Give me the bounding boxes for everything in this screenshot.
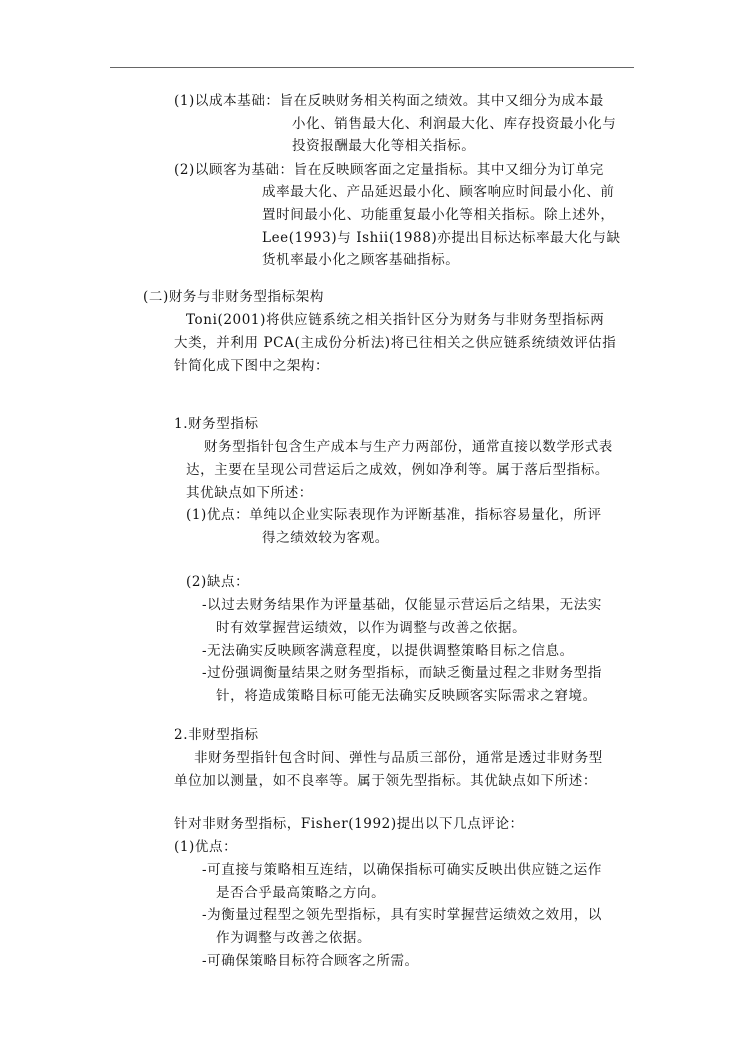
financial-cons-label: (2)缺点： bbox=[186, 574, 250, 590]
intro-line-1: Toni(2001)将供应链系统之相关指针区分为财务与非财务型指标两 bbox=[186, 312, 605, 328]
nonfinancial-pros-line-1: -可直接与策略相互连结，以确保指标可确实反映出供应链之运作 bbox=[202, 862, 602, 878]
financial-cons-line-3: -无法确实反映顾客满意程度，以提供调整策略目标之信息。 bbox=[202, 643, 574, 659]
cost-basis-line-3: 投资报酬最大化等相关指标。 bbox=[292, 138, 476, 154]
financial-cons-line-5: 针，将造成策略目标可能无法确实反映顾客实际需求之窘境。 bbox=[216, 688, 597, 704]
nonfinancial-body-line-2: 单位加以测量，如不良率等。属于领先型指标。其优缺点如下所述： bbox=[174, 773, 597, 789]
customer-basis-line-2: 成率最大化、产品延迟最小化、顾客响应时间最小化、前 bbox=[262, 184, 615, 200]
financial-cons-line-1: -以过去财务结果作为评量基础，仅能显示营运后之结果，无法实 bbox=[202, 597, 602, 613]
nonfinancial-pros-line-3: -为衡量过程型之领先型指标，具有实时掌握营运绩效之效用，以 bbox=[202, 907, 602, 923]
financial-body-line-3: 其优缺点如下所述： bbox=[186, 485, 313, 501]
financial-pros-line-1: (1)优点：单纯以企业实际表现作为评断基准，指标容易量化，所评 bbox=[186, 507, 602, 523]
nonfinancial-pros-line-2: 是否合乎最高策略之方向。 bbox=[216, 885, 386, 901]
intro-line-3: 针简化成下图中之架构： bbox=[174, 358, 330, 374]
financial-body-line-1: 财务型指针包含生产成本与生产力两部份，通常直接以数学形式表 bbox=[204, 439, 613, 455]
intro-line-2: 大类，并利用 PCA(主成份分析法)将已往相关之供应链系统绩效评估指 bbox=[174, 335, 617, 351]
financial-body-line-2: 达，主要在呈现公司营运后之成效，例如净利等。属于落后型指标。 bbox=[186, 462, 609, 478]
financial-cons-line-4: -过份强调衡量结果之财务型指标，而缺乏衡量过程之非财务型指 bbox=[202, 665, 602, 681]
financial-pros-line-2: 得之绩效较为客观。 bbox=[262, 530, 389, 546]
financial-heading: 1.财务型指标 bbox=[174, 416, 259, 432]
nonfinancial-pros-line-5: -可确保策略目标符合顾客之所需。 bbox=[202, 953, 419, 969]
customer-basis-line-4: Lee(1993)与 Ishii(1988)亦提出目标达标率最大化与缺 bbox=[262, 230, 621, 246]
nonfinancial-body-line-1: 非财务型指针包含时间、弹性与品质三部份，通常是透过非财务型 bbox=[194, 750, 603, 766]
header-rule bbox=[110, 67, 634, 68]
customer-basis-line-1: (2)以顾客为基础：旨在反映顾客面之定量指标。其中又细分为订单完 bbox=[174, 162, 604, 178]
nonfinancial-pros-label: (1)优点： bbox=[174, 839, 238, 855]
nonfinancial-pros-line-4: 作为调整与改善之依据。 bbox=[216, 930, 372, 946]
cost-basis-line-2: 小化、销售最大化、利润最大化、库存投资最小化与 bbox=[292, 116, 617, 132]
financial-cons-line-2: 时有效掌握营运绩效，以作为调整与改善之依据。 bbox=[216, 620, 527, 636]
cost-basis-line-1: (1)以成本基础：旨在反映财务相关构面之绩效。其中又细分为成本最 bbox=[174, 93, 604, 109]
nonfinancial-heading: 2.非财型指标 bbox=[174, 727, 259, 743]
fisher-line: 针对非财务型指标，Fisher(1992)提出以下几点评论： bbox=[174, 816, 524, 832]
section-heading-financial-framework: (二)财务与非财务型指标架构 bbox=[143, 289, 324, 305]
customer-basis-line-3: 置时间最小化、功能重复最小化等相关指标。除上述外， bbox=[262, 207, 615, 223]
customer-basis-line-5: 货机率最小化之顾客基础指标。 bbox=[262, 252, 460, 268]
